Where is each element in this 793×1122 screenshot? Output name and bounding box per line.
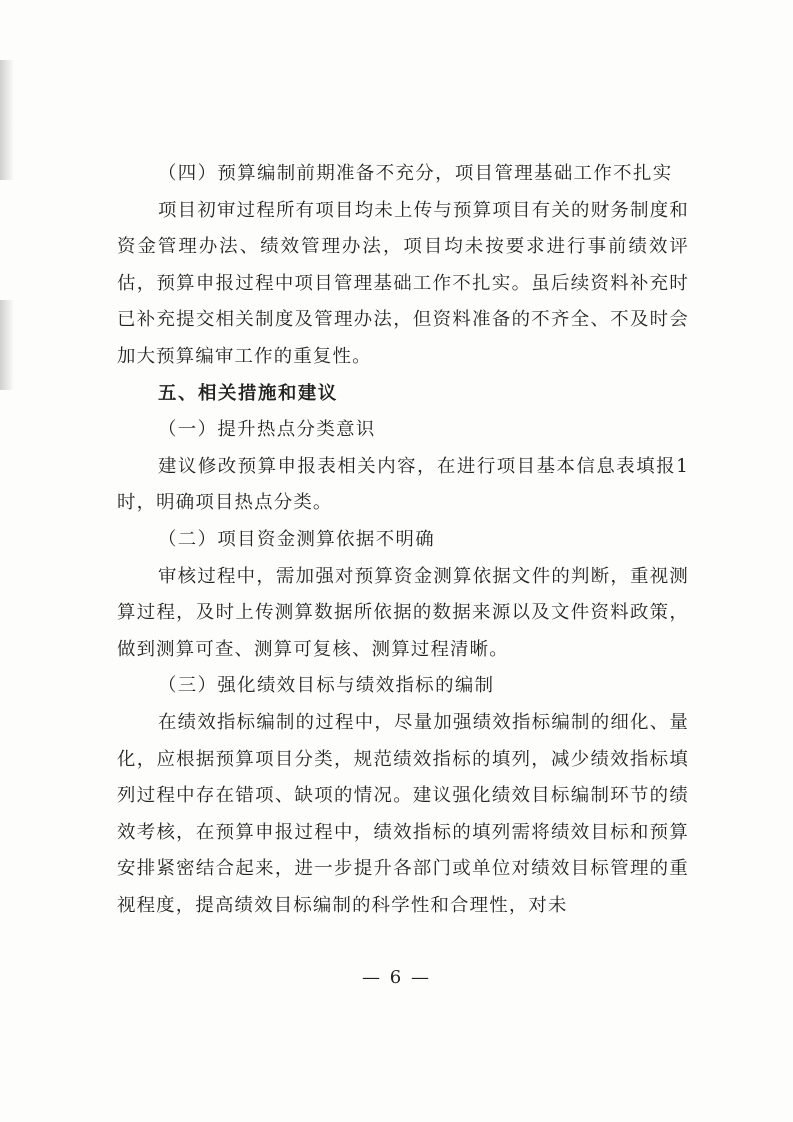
subheading-3: （三）强化绩效目标与绩效指标的编制 — [158, 675, 495, 697]
scan-edge-shadow — [0, 300, 14, 390]
section-heading-5: 五、相关措施和建议 — [158, 382, 338, 404]
page-number: — 6 — — [362, 967, 431, 988]
document-body — [117, 156, 689, 924]
paragraph: 项目初审过程所有项目均未上传与预算项目有关的财务制度和资金管理办法、绩效管理办法，项目均未按要求进行事前绩效评估，预算申报过程中项目管理基础工作不扎实。虽后续资料补充时已补充提交相关制度及管理办法，但资料准备的不齐全、不及时会加大预算编审工作的重复性。 — [117, 199, 689, 367]
subheading-1: （一）提升热点分类意识 — [158, 419, 376, 441]
paragraph: 在绩效指标编制的过程中，尽量加强绩效指标编制的细化、量化，应根据预算项目分类，规范绩效指标的填列，减少绩效指标填列过程中存在错项、缺项的情况。建议强化绩效目标编制环节的绩效考核，在预算申报过程中，绩效指标的填列需将绩效目标和预算安排紧密结合起来，进一步提升各部门或单位对绩效目标管理的重视程度，提高绩效目标编制的科学性和合理性，对未 — [117, 711, 689, 916]
paragraph: 建议修改预算申报表相关内容，在进行项目基本信息表填报1时，明确项目热点分类。 — [117, 455, 689, 514]
subheading-4: （四）预算编制前期准备不充分，项目管理基础工作不扎实 — [158, 163, 673, 184]
paragraph: 审核过程中，需加强对预算资金测算依据文件的判断，重视测算过程，及时上传测算数据所依据的数据来源以及文件资料政策，做到测算可查、测算可复核、测算过程清晰。 — [117, 565, 689, 660]
subheading-2: （二）项目资金测算依据不明确 — [158, 528, 436, 550]
scan-edge-shadow — [0, 60, 14, 180]
